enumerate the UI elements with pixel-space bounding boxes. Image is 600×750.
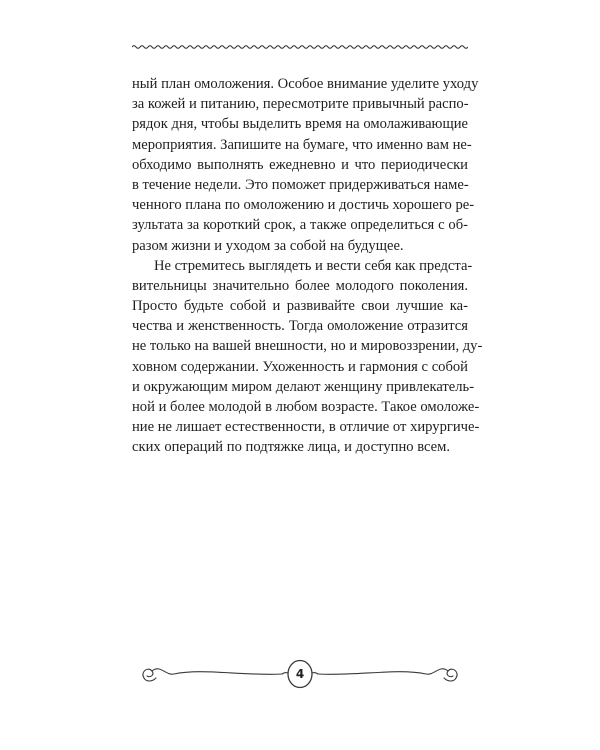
text-line: и окружающим миром делают женщину привлекатель-: [132, 378, 475, 395]
top-wavy-divider: [132, 40, 468, 54]
text-line: Просто будьте собой и развивайте свои лучшие ка-: [132, 298, 468, 315]
text-line: ной и более молодой в любом возрасте. Такое омоложе-: [132, 399, 480, 415]
page-footer: [132, 654, 468, 694]
text-line: разом жизни и уходом за собой на будущее.: [132, 237, 404, 254]
text-line: не только на вашей внешности, но и мировоззрении, ду-: [132, 338, 483, 355]
text-line: мероприятия. Запишите на бумаге, что именно вам не-: [132, 136, 472, 153]
text-line: ховном содержании. Ухоженность и гармония с собой: [132, 358, 468, 375]
paragraph-2: [132, 256, 483, 458]
text-line: за кожей и питанию, пересмотрите привычный распо-: [132, 96, 469, 113]
paragraph-1: [132, 74, 479, 256]
text-line: обходимо выполнять ежедневно и что периодически: [132, 156, 468, 173]
text-line: ских операций по подтяжке лица, и доступно всем.: [132, 439, 451, 456]
text-line: чества и женственность. Тогда омоложение отразится: [132, 318, 468, 335]
text-line: ный план омоложения. Особое внимание уделите уходу: [132, 76, 479, 92]
text-line: вительницы значительно более молодого поколения.: [132, 277, 468, 294]
page-number: 4: [295, 667, 305, 681]
body-text: [132, 74, 483, 458]
text-line: рядок дня, чтобы выделить время на омолаживающие: [132, 116, 468, 133]
text-line: в течение недели. Это поможет придерживаться наме-: [132, 176, 469, 193]
text-line: Не стремитесь выглядеть и вести себя как предста-: [154, 257, 473, 274]
text-line: ченного плана по омоложению и достичь хорошего ре-: [132, 197, 475, 214]
text-line: зультата за короткий срок, а также определиться с об-: [132, 217, 468, 234]
text-line: ние не лишает естественности, в отличие от хирургиче-: [132, 419, 480, 436]
